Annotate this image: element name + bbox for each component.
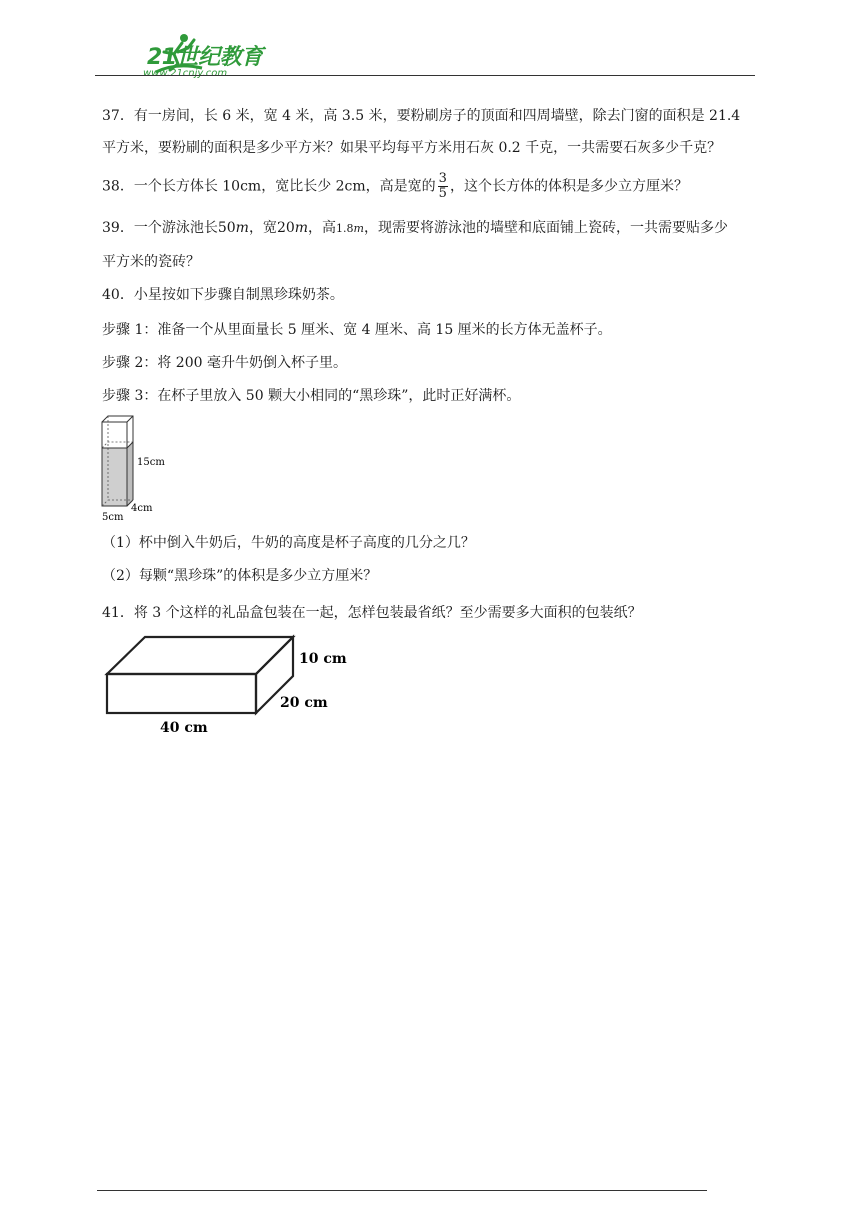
cup-figure	[96, 414, 186, 526]
q39-length: 50	[217, 220, 236, 236]
q41-text: 41．将 3 个这样的礼品盒包装在一起，怎样包装最省纸？至少需要多大面积的包装纸？	[102, 605, 642, 621]
q39-unit2: m	[294, 220, 309, 236]
cup-length-label: 5cm	[102, 512, 124, 523]
gift-box-figure	[100, 630, 360, 742]
q39-line1	[102, 218, 728, 239]
q37-line2: 平方米，要粉刷的面积是多少平方米？如果平均每平方米用石灰 0.2 千克，一共需要石灰多少千克？	[102, 140, 722, 156]
q38-frac-num: 3	[438, 171, 447, 186]
q38-line	[102, 172, 688, 201]
header-rule	[95, 75, 755, 76]
logo-url: www.21cnjy.com	[143, 68, 228, 79]
q40-step2: 步骤 2：将 200 毫升牛奶倒入杯子里。	[102, 355, 347, 371]
q40-sub2: （2）每颗“黑珍珠”的体积是多少立方厘米？	[102, 568, 378, 584]
q39-part4: ，现需要将游泳池的墙壁和底面铺上瓷砖，一共需要贴多少	[363, 220, 728, 236]
q39-part3: ，高	[308, 220, 337, 236]
q38-text-before: 38．一个长方体长 10cm，宽比长少 2cm，高是宽的	[102, 178, 436, 195]
q38-frac-den: 5	[438, 186, 447, 201]
box-height-label: 10 cm	[299, 651, 347, 667]
q38-fraction	[438, 172, 448, 201]
page-header	[95, 30, 760, 80]
box-width-label: 20 cm	[280, 695, 328, 711]
q39-height: 1.8	[336, 222, 354, 235]
q37-line1: 37．有一房间，长 6 米，宽 4 米，高 3.5 米，要粉刷房子的顶面和四周墙壁，除去门窗的面积是 21.4	[102, 108, 741, 124]
box-length-label: 40 cm	[160, 720, 208, 736]
q39-unit3: m	[353, 222, 364, 235]
q40-step1: 步骤 1：准备一个从里面量长 5 厘米、宽 4 厘米、高 15 厘米的长方体无盖杯子。	[102, 322, 612, 338]
q39-unit1: m	[235, 220, 249, 236]
cup-width-label: 4cm	[131, 503, 153, 514]
q38-text-after: ，这个长方体的体积是多少立方厘米？	[449, 178, 688, 195]
q39-part1: 39．一个游泳池长	[102, 220, 218, 236]
footer-rule	[97, 1190, 707, 1191]
q39-line2: 平方米的瓷砖？	[102, 254, 200, 270]
q40-sub1: （1）杯中倒入牛奶后，牛奶的高度是杯子高度的几分之几？	[102, 535, 475, 551]
q39-width: 20	[276, 220, 295, 236]
q39-part2: ，宽	[248, 220, 277, 236]
logo-text: 21世纪教育	[147, 45, 263, 70]
q40-step3: 步骤 3：在杯子里放入 50 颗大小相同的“黑珍珠”，此时正好满杯。	[102, 388, 521, 404]
q40-intro: 40．小星按如下步骤自制黑珍珠奶茶。	[102, 287, 344, 303]
cup-height-label: 15cm	[137, 457, 165, 468]
